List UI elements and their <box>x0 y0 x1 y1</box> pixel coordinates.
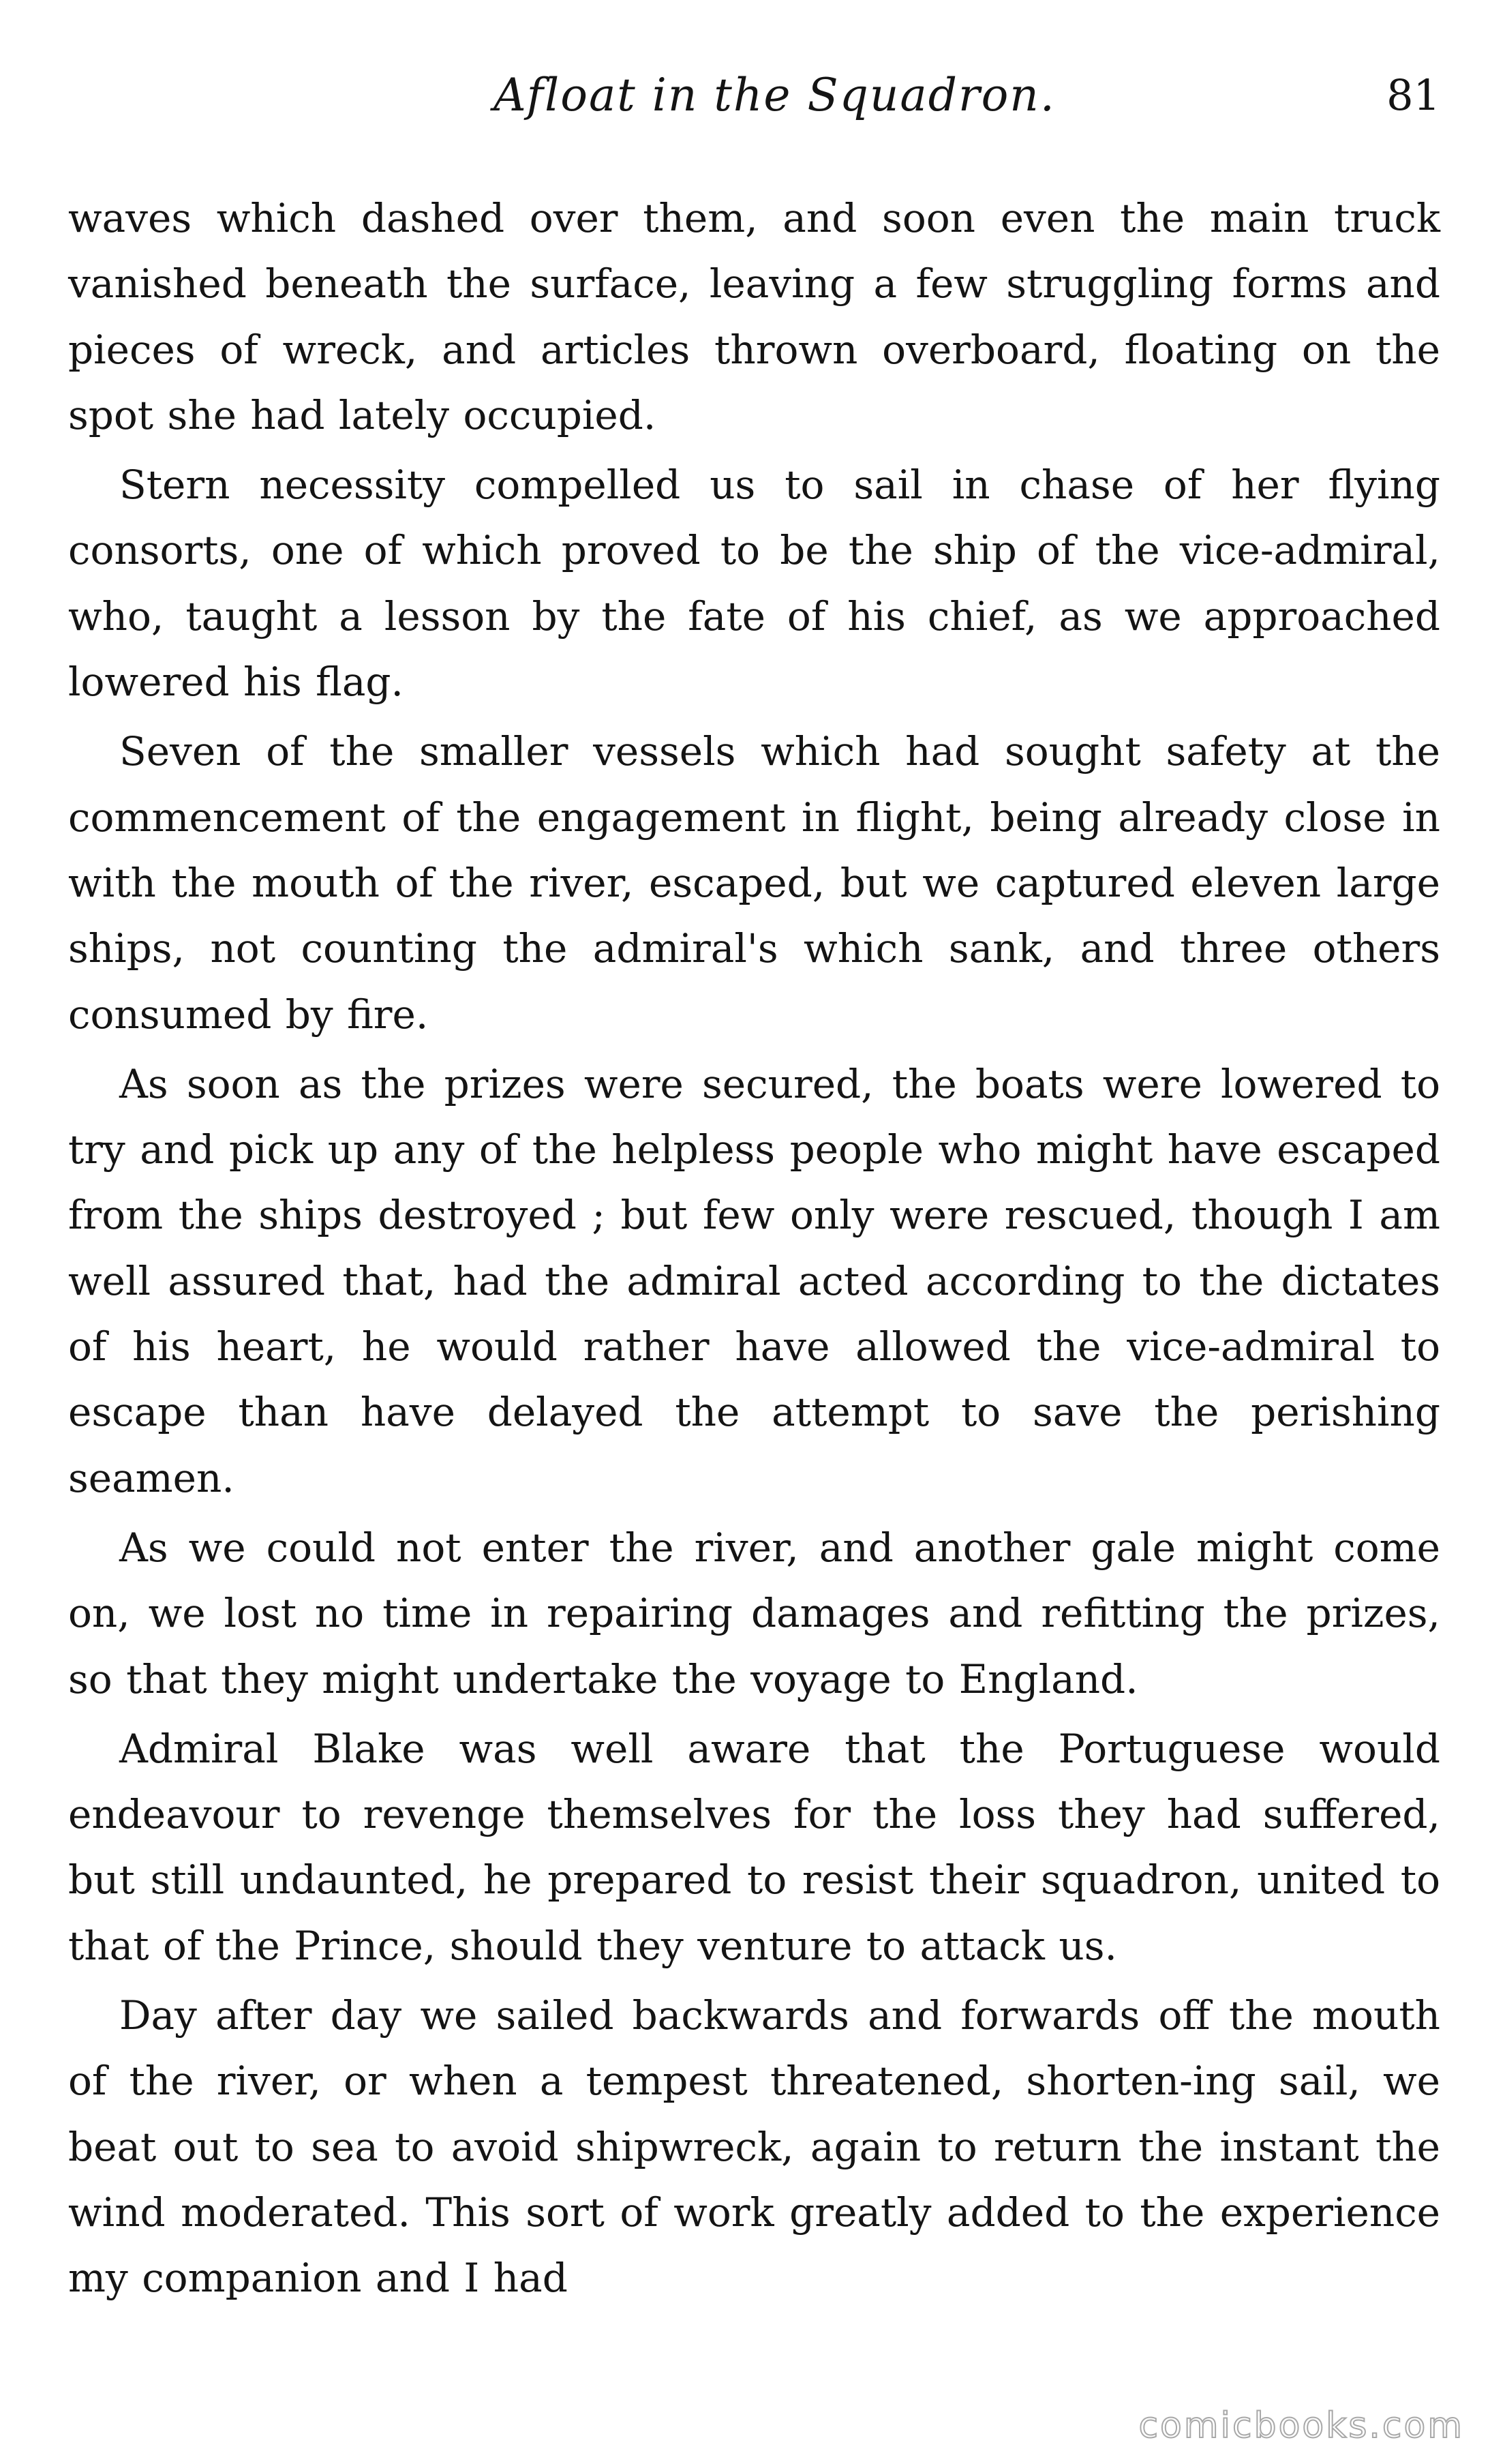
paragraph-2: Stern necessity compelled us to sail in chase of her flying consorts, one of which proved to be the ship of the vice-admiral, who, taught a lesson by the fate of his chief, as we approached lowered his flag. <box>68 462 1440 706</box>
watermark-logo: comicbooks.com <box>1138 2405 1464 2446</box>
paragraph-3: Seven of the smaller vessels which had sought safety at the commencement of the engagement in flight, being already close in with the mouth of the river, escaped, but we captured eleven large ships, not counting the admiral's which sank, and three others consumed by fire. <box>68 728 1440 1038</box>
running-header <box>68 63 1440 145</box>
paragraph-1: waves which dashed over them, and soon even the main truck vanished beneath the surface, leaving a few struggling forms and pieces of wreck, and articles thrown overboard, floating on the spot she had lately occupied. <box>68 195 1440 438</box>
running-title: Afloat in the Squadron. <box>493 69 1056 121</box>
paragraph-6: Admiral Blake was well aware that the Portuguese would endeavour to revenge themselves for the loss they had suffered, but still undaunted, he prepared to resist their squadron, united to that of the Prince, should they venture to attack us. <box>68 1725 1440 1969</box>
body-text <box>68 185 1440 2315</box>
paragraph-7: Day after day we sailed backwards and forwards off the mouth of the river, or when a tempest threatened, shorten-ing sail, we beat out to sea to avoid shipwreck, again to return the instant the wind moderated. This sort of work greatly added to the experience my companion and I had <box>68 1992 1440 2302</box>
paragraph-5: As we could not enter the river, and another gale might come on, we lost no time in repairing damages and refitting the prizes, so that they might undertake the voyage to England. <box>68 1524 1440 1702</box>
page-number: 81 <box>1386 70 1440 120</box>
paragraph-4: As soon as the prizes were secured, the boats were lowered to try and pick up any of the helpless people who might have escaped from the ships destroyed ; but few only were rescued, though I am well assured that, had the admiral acted according to the dictates of his heart, he would rather have allowed the vice-admiral to escape than have delayed the attempt to save the perishing seamen. <box>68 1060 1440 1501</box>
